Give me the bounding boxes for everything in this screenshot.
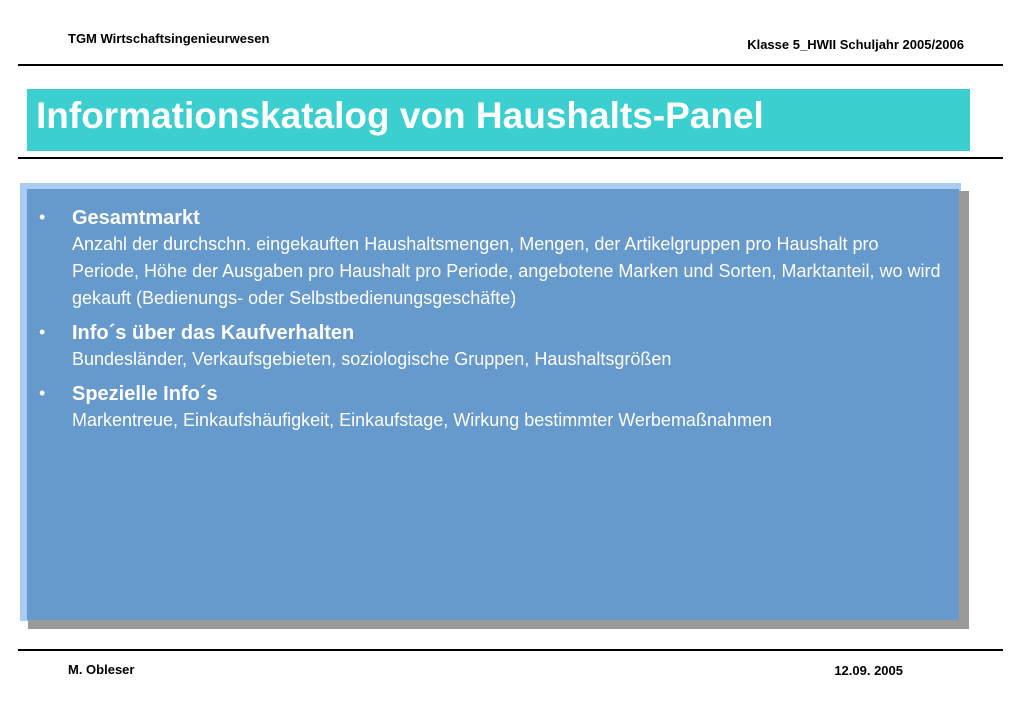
item-description: Anzahl der durchschn. eingekauften Haushaltsmengen, Mengen, der Artikelgruppen pro Haushalt pro Periode, Höhe der Ausgaben pro Haushalt pro Periode, angebotene Marken und Sorten, Marktanteil, wo wird gekauft (Bedienungs- oder Selbstbedienungsgeschäfte) xyxy=(72,234,941,308)
header-class-year: Klasse 5_HWII Schuljahr 2005/2006 xyxy=(747,37,964,52)
bullet-list xyxy=(39,205,944,442)
header-divider xyxy=(18,64,1003,66)
footer-author: M. Obleser xyxy=(68,662,135,677)
title-divider xyxy=(18,157,1003,159)
title-banner xyxy=(27,89,970,151)
bullet-icon: • xyxy=(39,322,46,342)
bullet-icon: • xyxy=(39,383,46,403)
item-title: Spezielle Info´s xyxy=(72,383,218,405)
header-organization: TGM Wirtschaftsingenieurwesen xyxy=(68,31,270,46)
footer-date: 12.09. 2005 xyxy=(834,663,903,678)
list-item xyxy=(39,320,944,373)
bullet-icon: • xyxy=(39,207,46,227)
item-description: Bundesländer, Verkaufsgebieten, soziologische Gruppen, Haushaltsgrößen xyxy=(72,349,672,369)
content-panel xyxy=(27,189,959,620)
slide-title: Informationskatalog von Haushalts-Panel xyxy=(36,95,764,136)
list-item xyxy=(39,381,944,434)
item-title: Gesamtmarkt xyxy=(72,207,200,229)
item-title: Info´s über das Kaufverhalten xyxy=(72,322,355,344)
item-description: Markentreue, Einkaufshäufigkeit, Einkaufstage, Wirkung bestimmter Werbemaßnahmen xyxy=(72,410,772,430)
footer-divider xyxy=(18,649,1003,651)
list-item xyxy=(39,205,944,312)
